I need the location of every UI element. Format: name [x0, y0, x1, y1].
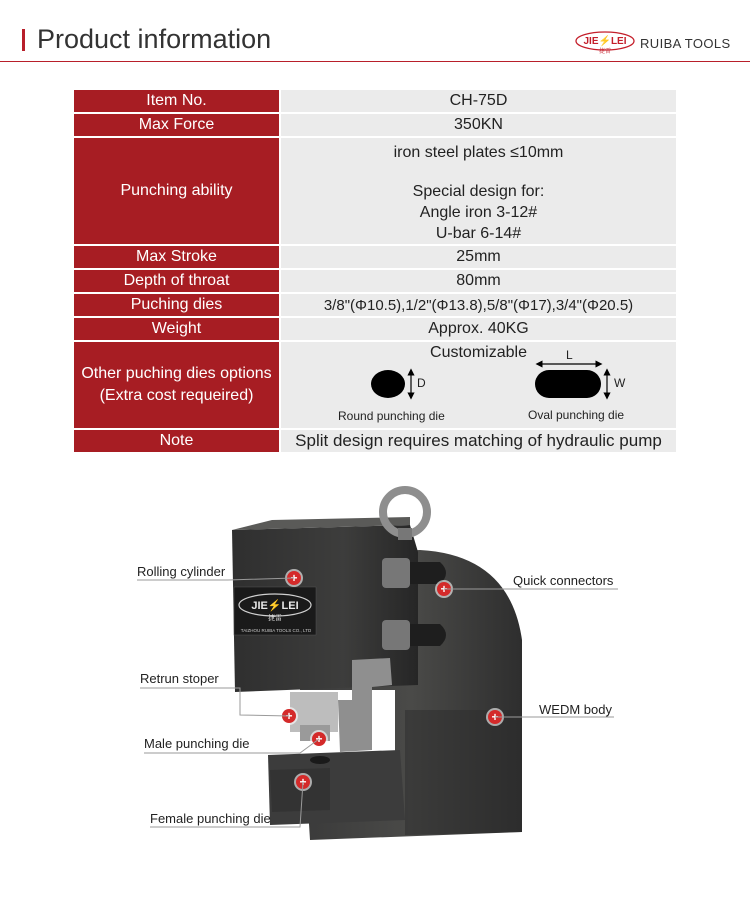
page-title: Product information — [37, 24, 272, 54]
value-line: iron steel plates ≤10mm — [393, 144, 564, 161]
row-value: 80mm — [281, 270, 676, 294]
jielei-logo-icon — [574, 30, 636, 54]
row-key: Item No. — [74, 90, 279, 114]
value-line: Special design for: — [412, 183, 545, 200]
row-key: Punching ability — [74, 138, 279, 246]
table-row — [74, 246, 676, 270]
row-key — [74, 342, 279, 430]
round-die-caption: Round punching die — [338, 409, 445, 423]
product-photo — [0, 470, 750, 917]
table-row — [74, 90, 676, 114]
row-key: Max Stroke — [74, 246, 279, 270]
row-value — [281, 138, 676, 246]
callout-rolling-cylinder: Rolling cylinder — [137, 564, 226, 579]
value-line: U-bar 6-14# — [435, 225, 522, 242]
row-value: 3/8"(Φ10.5),1/2"(Φ13.8),5/8"(Φ17),3/4"(Φ20.5) — [281, 294, 676, 318]
plus-marker-icon[interactable]: + — [488, 710, 502, 724]
table-row — [74, 318, 676, 342]
plus-marker-icon[interactable]: + — [282, 709, 296, 723]
row-key: Max Force — [74, 114, 279, 138]
plus-marker-icon[interactable]: + — [312, 732, 326, 746]
callout-female-die: Female punching die — [150, 811, 271, 826]
page-header — [0, 0, 750, 62]
svg-text:TAIZHOU RUIBA TOOLS CO., LTD: TAIZHOU RUIBA TOOLS CO., LTD — [240, 628, 312, 633]
svg-text:JIE⚡LEI: JIE⚡LEI — [583, 36, 627, 47]
dies-illustration — [281, 342, 676, 428]
round-dim-label: D — [417, 376, 426, 390]
row-value: 350KN — [281, 114, 676, 138]
table-row — [74, 270, 676, 294]
svg-text:捷雷: 捷雷 — [598, 48, 612, 54]
table-row — [74, 114, 676, 138]
row-key: Note — [74, 430, 279, 454]
title-accent-bar — [22, 29, 25, 51]
row-value: CH-75D — [281, 90, 676, 114]
plus-marker-icon[interactable]: + — [296, 775, 310, 789]
row-value — [281, 342, 676, 430]
brand-name: RUIBA TOOLS — [640, 36, 731, 51]
plus-marker-icon[interactable]: + — [437, 582, 451, 596]
callout-quick-connectors: Quick connectors — [513, 573, 614, 588]
row-key: Weight — [74, 318, 279, 342]
oval-length-label: L — [566, 348, 573, 362]
table-row — [74, 430, 676, 454]
punch-machine-image — [0, 470, 750, 917]
callout-male-die: Male punching die — [144, 736, 250, 751]
plus-marker-icon[interactable]: + — [287, 571, 301, 585]
row-value: Approx. 40KG — [281, 318, 676, 342]
customizable-label: Customizable — [430, 344, 527, 361]
oval-die-caption: Oval punching die — [528, 408, 625, 422]
value-line: Angle iron 3-12# — [419, 204, 538, 221]
callout-return-stopper: Retrun stoper — [140, 671, 219, 686]
callout-wedm-body: WEDM body — [539, 702, 612, 717]
table-row — [74, 294, 676, 318]
svg-text:捷雷: 捷雷 — [268, 614, 282, 622]
table-row — [74, 138, 676, 246]
svg-text:JIE⚡LEI: JIE⚡LEI — [251, 600, 299, 612]
row-key: Puching dies — [74, 294, 279, 318]
key-line: (Extra cost requeired) — [99, 387, 254, 404]
key-line: Other puching dies options — [81, 365, 272, 382]
row-value: 25mm — [281, 246, 676, 270]
table-row — [74, 342, 676, 430]
row-value: Split design requires matching of hydraulic pump — [281, 430, 676, 454]
row-key: Depth of throat — [74, 270, 279, 294]
oval-width-label: W — [614, 376, 626, 390]
